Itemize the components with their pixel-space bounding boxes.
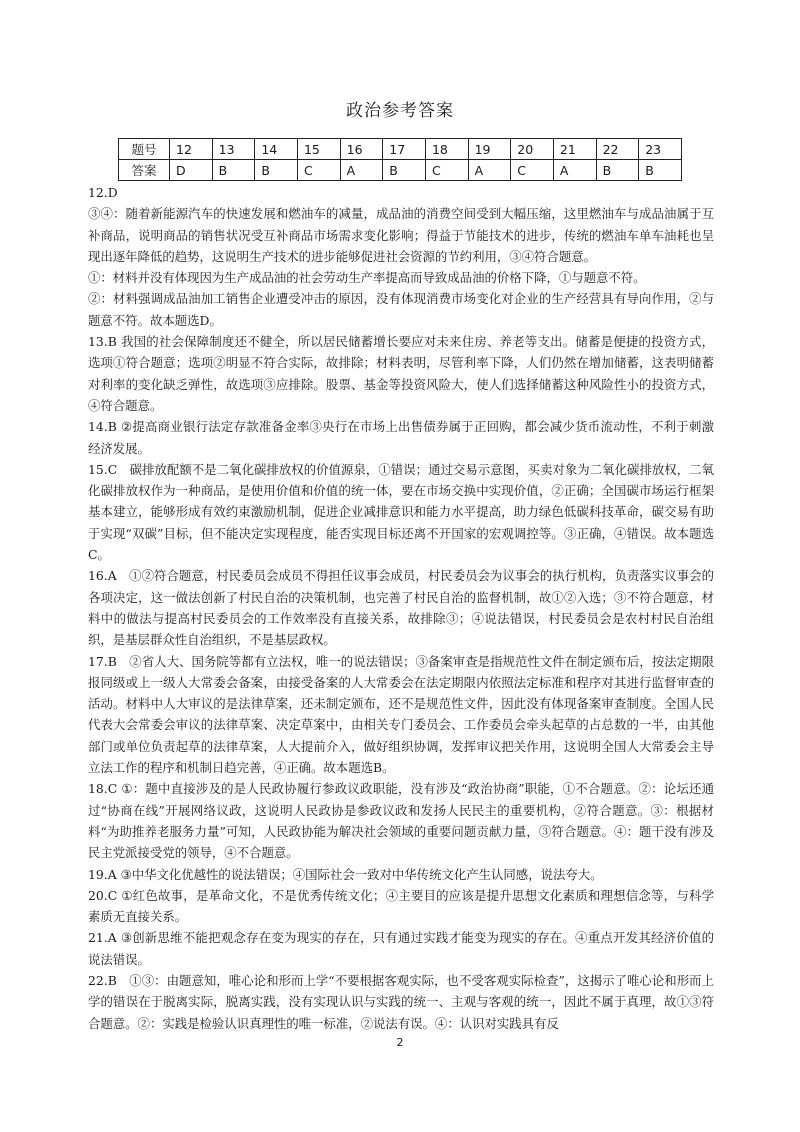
page-title: 政治参考答案 (346, 101, 454, 121)
explanation-paragraph: 13.B 我国的社会保障制度还不健全，所以居民储蓄增长要应对未来住房、养老等支出。储蓄是便捷的投资方式，选项①符合题意；选项②明显不符合实际，故排除；材料表明，尽管利率下降，人们仍然在增加储蓄，这表明储蓄对利率的变化缺乏弹性，故选项③应排除。股票、基金等投资风险大，使人们选择储蓄这种风险性小的投资方式，④符合题意。 (88, 334, 714, 413)
question-number-cell: 13 (212, 139, 255, 160)
explanation-paragraph: 14.B ②提高商业银行法定存款准备金率③央行在市场上出售债券属于正回购，都会减少货币流动性，不利于刺激经济发展。 (88, 419, 714, 456)
page-number: 2 (396, 1036, 404, 1049)
answer-heading-12: 12.D (88, 185, 118, 200)
answer-cell: B (639, 160, 682, 181)
answer-cell: B (383, 160, 426, 181)
explanation-paragraph: 18.C ①：题中直接涉及的是人民政协履行参政议政职能，没有涉及“政治协商”职能，①不合题意。②：论坛还通过“协商在线”开展网络议政，这说明人民政协是参政议政和发扬人民民主的重要机构，②符合题意。③：根据材料“为助推养老服务力量”可知，人民政协能为解决社会领域的重要问题贡献力量，③符合题意。④：题干没有涉及民主党派接受党的领导，④不合题意。 (88, 781, 714, 861)
explanation-paragraph: 16.A ①②符合题意，村民委员会成员不得担任议事会成员，村民委员会为议事会的执行机构，负责落实议事会的各项决定，这一做法创新了村民自治的决策机制，也完善了村民自治的监督机制，故①②入选；③不符合题意，材料中的做法与提高村民委员会的工作效率没有直接关系，故排除③；④说法错误，村民委员会是农村村民自治组织，是基层群众性自治组织，不是基层政权。 (88, 568, 714, 648)
answer-cell: C (511, 160, 554, 181)
explanation-paragraph: 21.A ③创新思维不能把观念存在变为现实的存在，只有通过实践才能变为现实的存在。④重点开发其经济价值的说法错误。 (88, 930, 714, 967)
explanation-paragraph: 17.B ②省人大、国务院等都有立法权，唯一的说法错误；③备案审查是指规范性文件在制定颁布后，按法定期限报同级或上一级人大常委会备案，由接受备案的人大常委会在法定期限内依照法定标准和程序对其进行监督审查的活动。材料中人大审议的是法律草案，还未制定颁布，还不是规范性文件，因此没有体现备案审查制度。全国人民代表大会常委会审议的法律草案、决定草案中，由相关专门委员会、工作委员会牵头起草的占总数的一半，由其他部门或单位负责起草的法律草案，人大提前介入，做好组织协调，发挥审议把关作用，这说明全国人大常委会主导立法工作的程序和机制日趋完善，④正确。故本题选B。 (88, 653, 714, 776)
question-number-cell: 15 (297, 139, 340, 160)
question-number-cell: 23 (639, 139, 682, 160)
question-number-cell: 22 (596, 139, 639, 160)
question-number-cell: 19 (468, 139, 511, 160)
question-number-cell: 12 (170, 139, 213, 160)
question-number-cell: 20 (511, 139, 554, 160)
question-number-cell: 16 (340, 139, 383, 160)
answer-cell: A (468, 160, 511, 181)
explanation-paragraph: 19.A ③中华文化优越性的说法错误；④国际社会一致对中华传统文化产生认同感，说法夸大。 (88, 866, 603, 882)
explanation-paragraph: ②：材料强调成品油加工销售企业遭受冲击的原因，没有体现消费市场变化对企业的生产经营具有导向作用，②与题意不符。故本题选D。 (88, 291, 714, 328)
answer-explanations (88, 182, 714, 1034)
explanation-paragraph: 22.B ①③：由题意知，唯心论和形而上学“不要根据客观实际，也不受客观实际检查”，这揭示了唯心论和形而上学的错误在于脱离实际，脱离实践，没有实现认识与实践的统一、主观与客观的统一，因此不属于真理，故①③符合题意。②：实践是检验认识真理性的唯一标准，②说法有误。④：认识对实践具有反 (88, 972, 714, 1031)
answer-cell: B (255, 160, 298, 181)
answer-table (118, 138, 682, 181)
answer-cell: D (170, 160, 213, 181)
explanation-paragraph: ①：材料并没有体现因为生产成品油的社会劳动生产率提高而导致成品油的价格下降，①与题意不符。 (88, 270, 646, 286)
explanation-paragraph: ③④：随着新能源汽车的快速发展和燃油车的减量，成品油的消费空间受到大幅压缩，这里燃油车与成品油属于互补商品，说明商品的销售状况受互补商品市场需求变化影响；得益于节能技术的进步，传统的燃油车单车油耗也呈现出逐年降低的趋势，这说明生产技术的进步能够促进社会资源的节约利用，③④符合题意。 (88, 206, 714, 264)
answer-cell: B (212, 160, 255, 181)
explanation-paragraph: 15.C 碳排放配额不是二氧化碳排放权的价值源泉，①错误；通过交易示意图，买卖对象为二氧化碳排放权，二氧化碳排放权作为一种商品，是使用价值和价值的统一体，要在市场交换中实现价值，②正确；全国碳市场运行框架基本建立，能够形成有效约束激励机制，促进企业减排意识和能力水平提高，助力绿色低碳科技革命，碳交易有助于实现“双碳”目标，但不能决定实现程度，能否实现目标还离不开国家的宏观调控等。③正确，④错误。故本题选C。 (88, 461, 714, 563)
question-number-cell: 21 (553, 139, 596, 160)
question-number-row (119, 139, 682, 160)
question-number-cell: 14 (255, 139, 298, 160)
row-label: 答案 (119, 160, 170, 181)
explanation-paragraph: 20.C ①红色故事，是革命文化，不是优秀传统文化；④主要目的应该是提升思想文化素质和理想信念等，与科学素质无直接关系。 (88, 887, 714, 925)
answer-row (119, 160, 682, 181)
answer-cell: A (340, 160, 383, 181)
answer-cell: C (425, 160, 468, 181)
question-number-cell: 18 (425, 139, 468, 160)
answer-cell: A (553, 160, 596, 181)
answer-cell: C (297, 160, 340, 181)
question-number-cell: 17 (383, 139, 426, 160)
row-label: 题号 (119, 139, 170, 160)
answer-cell: B (596, 160, 639, 181)
